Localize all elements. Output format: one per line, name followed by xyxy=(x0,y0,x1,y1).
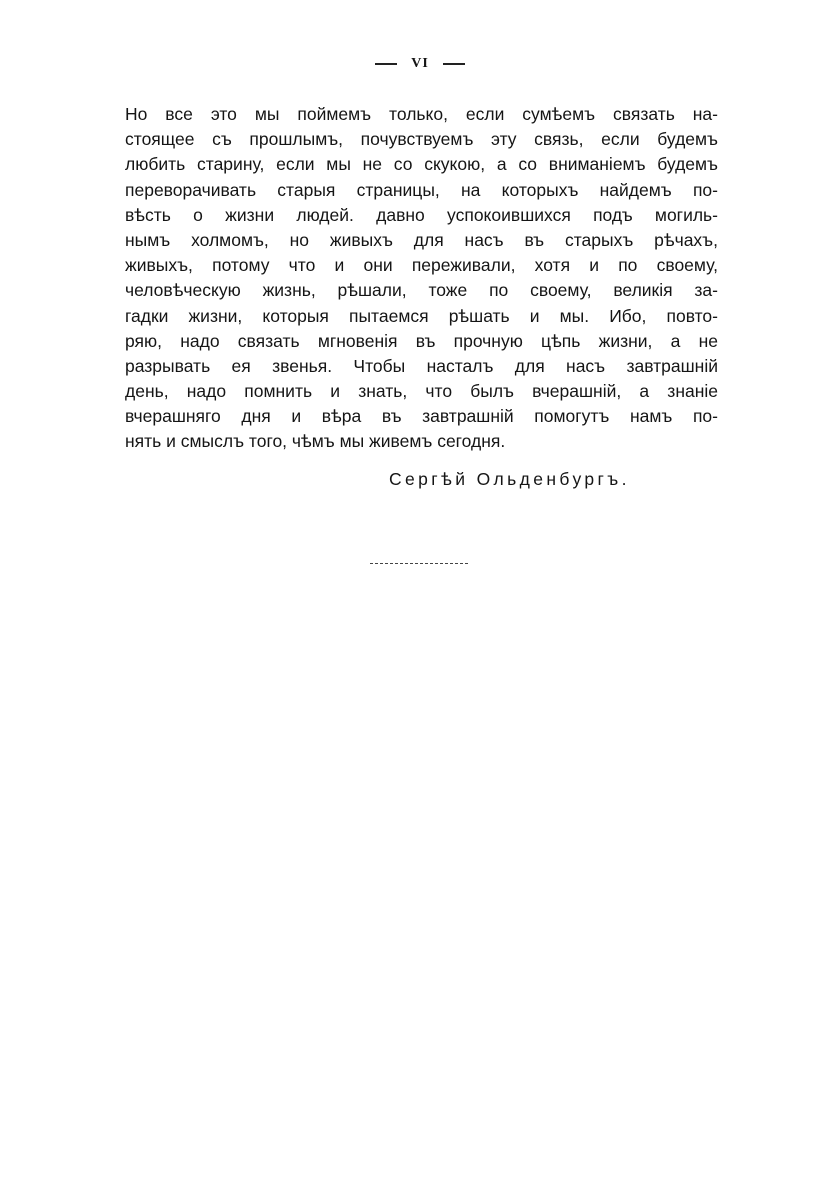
paragraph-line: день, надо помнить и знать, что былъ вчерашній, а знаніе xyxy=(125,381,718,402)
paragraph-line: нымъ холмомъ, но живыхъ для насъ въ старыхъ рѣчахъ, xyxy=(125,229,718,250)
author-signature: Сергѣй Ольденбургъ. xyxy=(389,469,630,489)
paragraph-line: ряю, надо связать мгновенія въ прочную цѣпь жизни, а не xyxy=(125,330,718,351)
header-dash-right xyxy=(443,63,465,65)
paragraph-line: Но все это мы поймемъ только, если сумѣемъ связать на- xyxy=(125,104,718,124)
end-ornament-rule xyxy=(370,563,468,564)
paragraph-line: вѣсть о жизни людей. давно успокоившихся подъ могиль- xyxy=(125,204,718,225)
page-header xyxy=(0,56,840,72)
paragraph-line: любить старину, если мы не со скукою, а со вниманіемъ будемъ xyxy=(125,154,718,175)
paragraph-line: переворачивать старыя страницы, на которыхъ найдемъ по- xyxy=(125,179,718,200)
paragraph-line: живыхъ, потому что и они переживали, хотя и по своему, xyxy=(125,255,718,276)
paragraph-line: стоящее съ прошлымъ, почувствуемъ эту связь, если будемъ xyxy=(125,129,718,150)
header-dash-left xyxy=(375,63,397,65)
paragraph-line: нять и смыслъ того, чѣмъ мы живемъ сегодня. xyxy=(125,431,506,452)
page-number: VI xyxy=(411,56,429,71)
paragraph-line: разрывать ея звенья. Чтобы насталъ для насъ завтрашній xyxy=(125,355,718,376)
paragraph-line: вчерашняго дня и вѣра въ завтрашній помогутъ намъ по- xyxy=(125,406,718,427)
body-paragraph xyxy=(125,102,718,455)
paragraph-line: гадки жизни, которыя пытаемся рѣшать и мы. Ибо, повто- xyxy=(125,305,718,326)
paragraph-line: человѣческую жизнь, рѣшали, тоже по своему, великія за- xyxy=(125,280,718,301)
